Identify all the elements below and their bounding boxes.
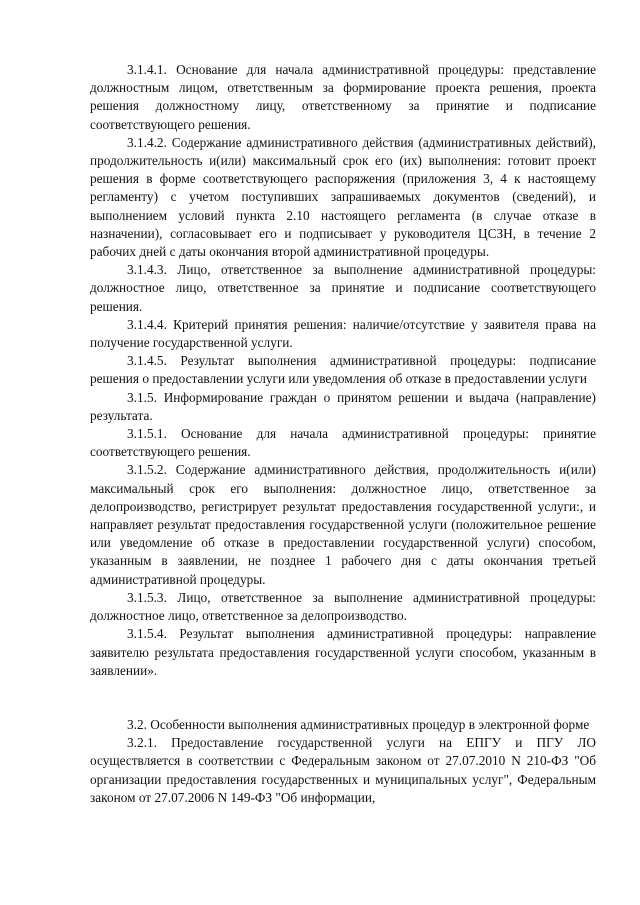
- paragraph-3-1-4-5: 3.1.4.5. Результат выполнения административной процедуры: подписание решения о предоставлении услуги или уведомления об отказе в предоставлении услуги: [90, 353, 596, 387]
- paragraph-3-1-4-2: 3.1.4.2. Содержание административного действия (административных действий), продолжительность и(или) максимальный срок его (их) выполнения: готовит проект решения в форме соответствующего распоряжения (приложения 3, 4 к настоящему регламенту) с учетом поступивших запрашиваемых документов (сведений), и выполнением условий пункта 2.10 настоящего регламента (в случае отказе в назначении), согласовывает его и подписывает у руководителя ЦСЗН, в течение 2 рабочих дней с даты окончания второй административной процедуры.: [90, 134, 596, 260]
- section-heading-3-2: 3.2. Особенности выполнения административных процедур в электронной форме: [127, 716, 590, 732]
- paragraph-3-1-4-1: 3.1.4.1. Основание для начала административной процедуры: представление должностным лицом, ответственным за формирование проекта решения, проекта решения должностному лицу, ответственному за принятие и подписание соответствующего решения.: [90, 62, 596, 132]
- paragraph-3-1-5-3: 3.1.5.3. Лицо, ответственное за выполнение административной процедуры: должностное лицо, ответственное за делопроизводство.: [90, 589, 596, 624]
- paragraph-3-1-5-4: 3.1.5.4. Результат выполнения административной процедуры: направление заявителю результата предоставления государственной услуги способом, указанным в заявлении».: [90, 626, 596, 678]
- paragraph-3-1-4-4: 3.1.4.4. Критерий принятия решения: наличие/отсутствие у заявителя права на получение государственной услуги.: [90, 316, 596, 351]
- document-body: [90, 61, 596, 807]
- paragraph-3-1-5: 3.1.5. Информирование граждан о принятом решении и выдача (направление) результата.: [90, 389, 596, 423]
- paragraph-3-2-1: 3.2.1. Предоставление государственной услуги на ЕПГУ и ПГУ ЛО осуществляется в соответствии с Федеральным законом от 27.07.2010 N 210-ФЗ "Об организации предоставления государственных и муниципальных услуг", Федеральным законом от 27.07.2006 N 149-ФЗ "Об информации,: [90, 735, 596, 805]
- paragraph-3-1-5-2: 3.1.5.2. Содержание административного действия, продолжительность и(или) максимальный срок его выполнения: должностное лицо, ответственное за делопроизводство, регистрирует результат предоставления государственной услуги:, и направляет результат предоставления государственной услуги (положительное решение или уведомление об отказе в предоставлении государственной услуги) способом, указанным в заявлении, не позднее 1 рабочего дня с даты окончания третьей административной процедуры.: [90, 462, 596, 587]
- paragraph-3-1-5-1: 3.1.5.1. Основание для начала административной процедуры: принятие соответствующего решения.: [90, 426, 596, 460]
- paragraph-3-1-4-3: 3.1.4.3. Лицо, ответственное за выполнение административной процедуры: должностное лицо, ответственное за принятие и подписание соответствующего решения.: [90, 262, 596, 314]
